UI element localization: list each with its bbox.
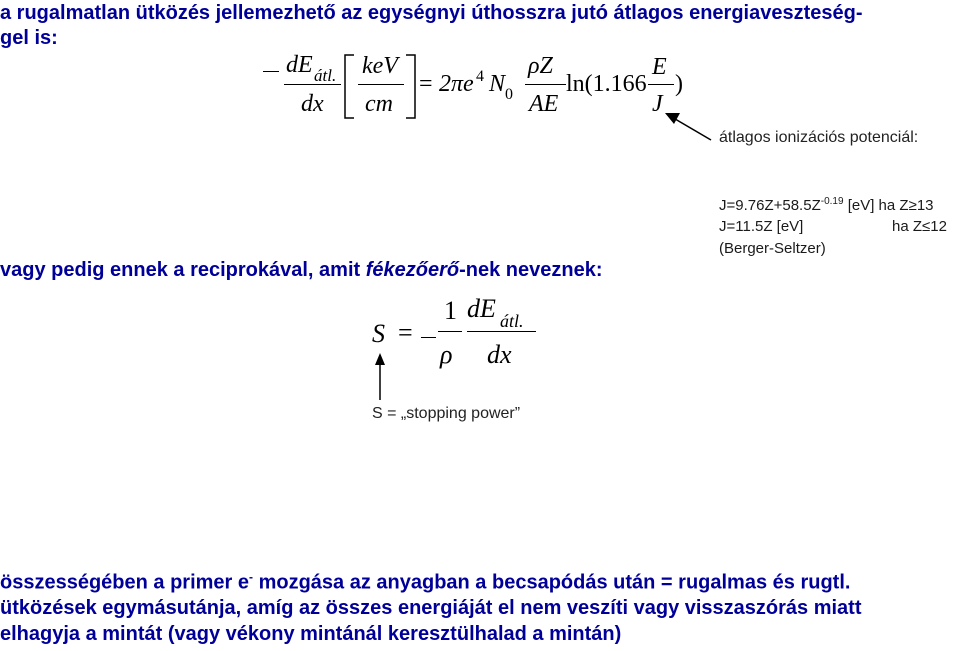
eq1-numerator-subscript: átl. xyxy=(314,66,337,85)
unit-left-bracket xyxy=(345,55,354,118)
summary-line-1-a: összességében a primer e xyxy=(0,571,250,594)
eq2-bar-1 xyxy=(438,331,462,332)
summary-line-3: elhagyja a mintát (vagy vékony mintánál keresztülhalad a mintán) xyxy=(0,623,622,645)
n-subscript: 0 xyxy=(505,86,513,103)
eq1-numerator-dE: dE xyxy=(286,52,313,78)
eq2-S: S xyxy=(372,319,385,348)
eq1-denominator-dx: dx xyxy=(301,91,324,117)
summary-line-2: ütközések egymásutánja, amíg az összes energiáját el nem veszíti vagy visszaszórás miatt xyxy=(0,597,862,619)
electron-charge: - xyxy=(249,570,254,584)
row1-condition: [eV] ha Z xyxy=(847,197,909,214)
frac3-denominator: J xyxy=(652,91,663,117)
eq2-subscript: átl. xyxy=(500,311,524,331)
eq2-bar-2 xyxy=(467,331,536,332)
row2-condition: ha Z xyxy=(892,218,923,235)
unit-denominator: cm xyxy=(365,91,393,117)
coefficient: 2πe xyxy=(439,71,474,97)
ionization-source: (Berger-Seltzer) xyxy=(719,240,826,257)
frac2-denominator: AE xyxy=(529,91,559,117)
le-symbol: ≤ xyxy=(922,218,931,235)
frac2-numerator: ρZ xyxy=(528,53,553,79)
ln-term: ln(1.166 xyxy=(566,71,647,97)
stopping-intro-post: -nek neveznek: xyxy=(459,259,603,281)
unit-right-bracket xyxy=(406,55,415,118)
row1-cond-value: 13 xyxy=(916,197,934,214)
eq2-one: 1 xyxy=(444,296,457,325)
frac3-numerator: E xyxy=(652,54,667,80)
ionization-row-1 xyxy=(719,196,934,214)
eq1-equals: = xyxy=(419,71,433,97)
summary-line-1-b: mozgása az anyagban a becsapódás után = rugalmas és rugtl. xyxy=(253,571,851,594)
row1-formula: J=9.76Z+58.5Z xyxy=(719,197,821,214)
n-symbol: N xyxy=(489,71,506,97)
stopping-power-caption: S = „stopping power” xyxy=(372,405,521,422)
stopping-intro-pre: vagy pedig ennek a reciprokával, amit xyxy=(0,259,366,281)
intro-line-2: gel is: xyxy=(0,27,58,49)
stopping-term: fékezőerő xyxy=(365,259,460,281)
eq2-dE: dE xyxy=(467,294,496,323)
eq2-rho: ρ xyxy=(440,340,453,369)
row2-cond-value: 12 xyxy=(930,218,947,235)
summary-line-1 xyxy=(0,570,850,595)
arrow-to-S-head xyxy=(375,353,385,365)
ionization-row-2-formula: J=11.5Z [eV] xyxy=(719,218,804,235)
eq2-dx: dx xyxy=(487,340,512,369)
stopping-intro xyxy=(0,259,602,282)
arrow-to-J-head xyxy=(665,113,680,124)
ionization-row-2-condition xyxy=(892,218,947,235)
unit-numerator: keV xyxy=(362,53,398,79)
close-paren: ) xyxy=(675,71,683,97)
intro-line-1: a rugalmatlan ütközés jellemezhető az egységnyi úthosszra jutó átlagos energiaveszteség- xyxy=(0,2,863,24)
row1-exponent: -0.19 xyxy=(820,196,844,207)
ionization-title: átlagos ionizációs potenciál: xyxy=(719,129,919,146)
eq2-equals: = xyxy=(398,318,413,347)
ge-symbol: ≥ xyxy=(908,197,917,214)
coefficient-exponent: 4 xyxy=(476,68,484,85)
eq2-minus xyxy=(421,337,436,338)
